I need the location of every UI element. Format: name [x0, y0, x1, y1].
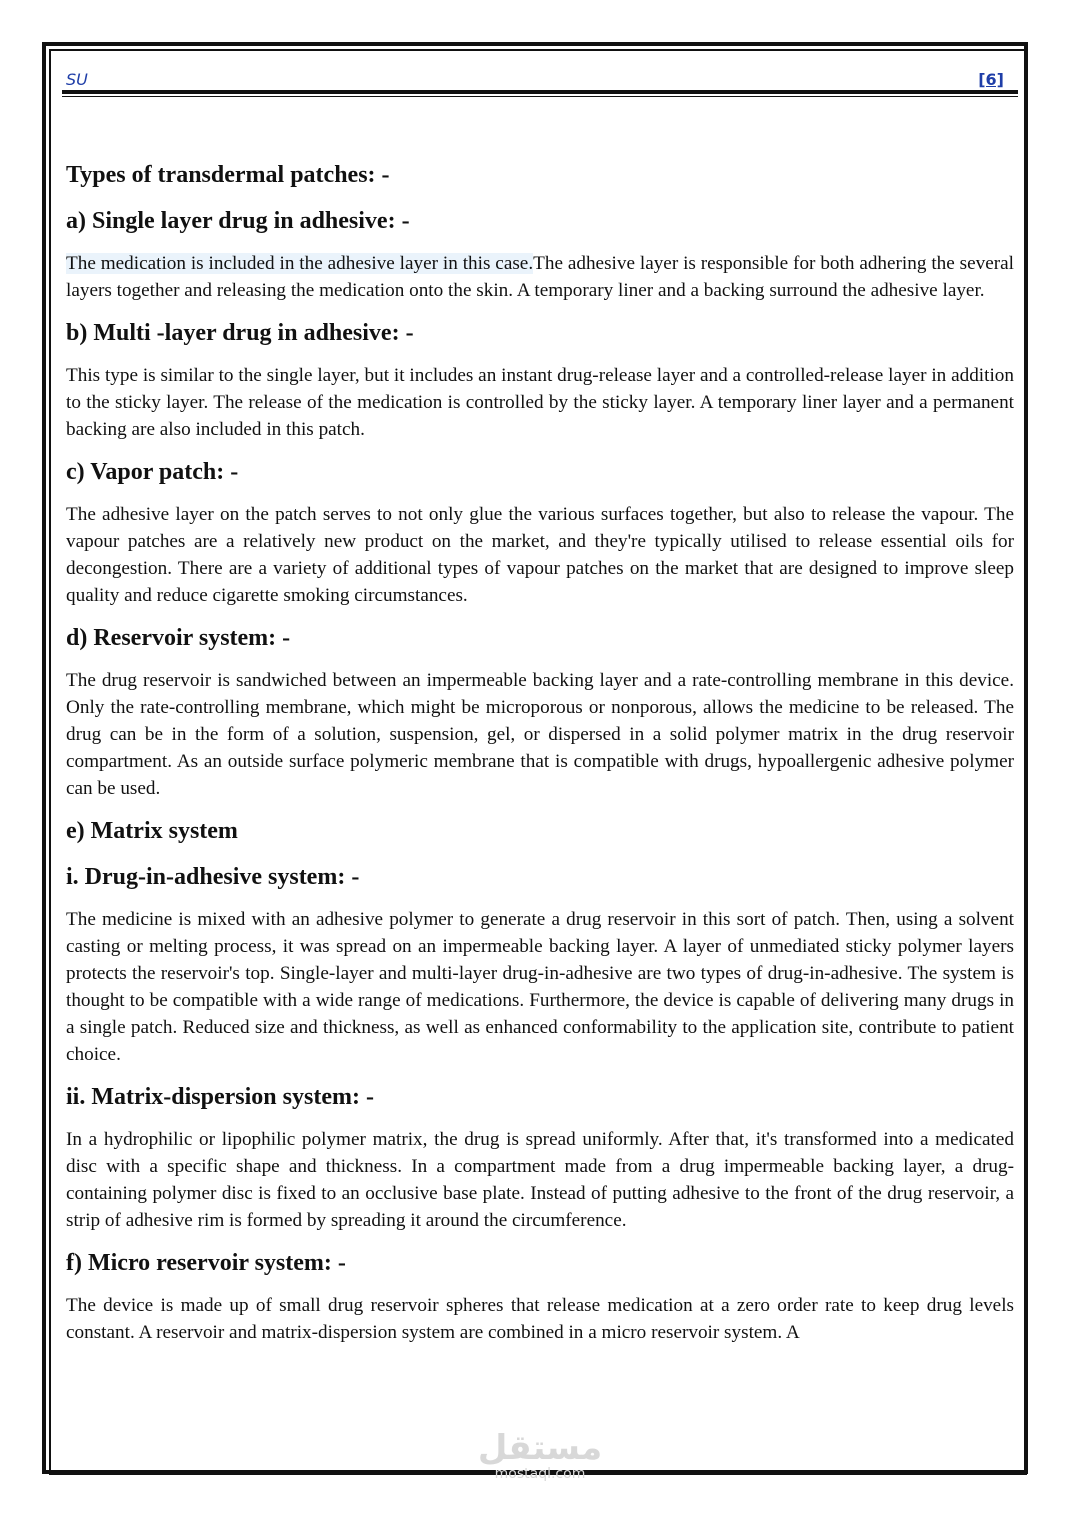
- page-header: [62, 66, 1018, 92]
- section-a-heading: a) Single layer drug in adhesive: -: [66, 208, 410, 234]
- watermark-logo: [470, 1430, 610, 1482]
- section-a-text: [66, 250, 1014, 304]
- header-rule: [62, 90, 1018, 94]
- section-e1-text: The medicine is mixed with an adhesive polymer to generate a drug reservoir in this sort of patch. Then, using a solvent casting or melting process, it was spread on an impermeable backing layer. A layer of unmediated sticky polymer layers protects the reservoir's top. Single-layer and multi-layer drug-in-adhesive are two types of drug-in-adhesive. The system is thought to be compatible with a wide range of medications. Furthermore, the device is capable of delivering many drugs in a single patch. Reduced size and thickness, as well as enhanced conformability to the application site, contribute to patient choice.: [66, 909, 1014, 1065]
- watermark-arabic: مستقل: [477, 1428, 603, 1468]
- section-d-heading: d) Reservoir system: -: [66, 625, 291, 651]
- section-e2-heading: ii. Matrix-dispersion system: -: [66, 1084, 374, 1110]
- section-f-heading: f) Micro reservoir system: -: [66, 1250, 346, 1276]
- page-title: Types of transdermal patches: -: [66, 162, 390, 188]
- section-c-text: The adhesive layer on the patch serves to not only glue the various surfaces together, but also to release the vapour. The vapour patches are a relatively new product on the market, and they're typically utilised to release essential oils for decongestion. There are a variety of additional types of vapour patches on the market that are designed to improve sleep quality and reduce cigarette smoking circumstances.: [66, 504, 1014, 606]
- watermark-latin: mostaql.com: [494, 1466, 586, 1482]
- section-f-text: The device is made up of small drug reservoir spheres that release medication at a zero order rate to keep drug levels constant. A reservoir and matrix-dispersion system are combined in a micro reservoir system. A: [66, 1295, 1014, 1343]
- page-number: [6]: [978, 70, 1004, 89]
- header-rule-thin: [62, 96, 1018, 97]
- section-a-rest: The adhesive layer is responsible for both adhering the several layers together and releasing the medication onto the skin. A temporary liner and a backing surround the adhesive layer.: [66, 253, 1014, 301]
- section-e1-heading: i. Drug-in-adhesive system: -: [66, 864, 360, 890]
- header-label: SU: [66, 70, 88, 89]
- section-e2-text: In a hydrophilic or lipophilic polymer matrix, the drug is spread uniformly. After that, it's transformed into a medicated disc with a specific shape and thickness. In a compartment made from a drug impermeable backing layer, a drug-containing polymer disc is fixed to an occlusive base plate. Instead of putting adhesive to the front of the drug reservoir, a strip of adhesive rim is formed by spreading it around the circumference.: [66, 1129, 1014, 1231]
- highlighted-text: The medication is included in the adhesive layer in this case.: [66, 253, 534, 274]
- section-e-heading: e) Matrix system: [66, 818, 238, 844]
- section-c-heading: c) Vapor patch: -: [66, 459, 239, 485]
- section-b-heading: b) Multi -layer drug in adhesive: -: [66, 320, 414, 346]
- section-d-text: The drug reservoir is sandwiched between an impermeable backing layer and a rate-controlling membrane in this device. Only the rate-controlling membrane, which might be microporous or nonporous, allows the medicine to be released. The drug can be in the form of a solution, suspension, gel, or dispersed in a solid polymer matrix in the drug reservoir compartment. As an outside surface polymeric membrane that is compatible with drugs, hypoallergenic adhesive polymer can be used.: [66, 670, 1014, 799]
- document-body: [66, 160, 1014, 1346]
- section-b-text: This type is similar to the single layer, but it includes an instant drug-release layer and a controlled-release layer in addition to the sticky layer. The release of the medication is controlled by the sticky layer. A temporary liner layer and a permanent backing are also included in this patch.: [66, 365, 1014, 440]
